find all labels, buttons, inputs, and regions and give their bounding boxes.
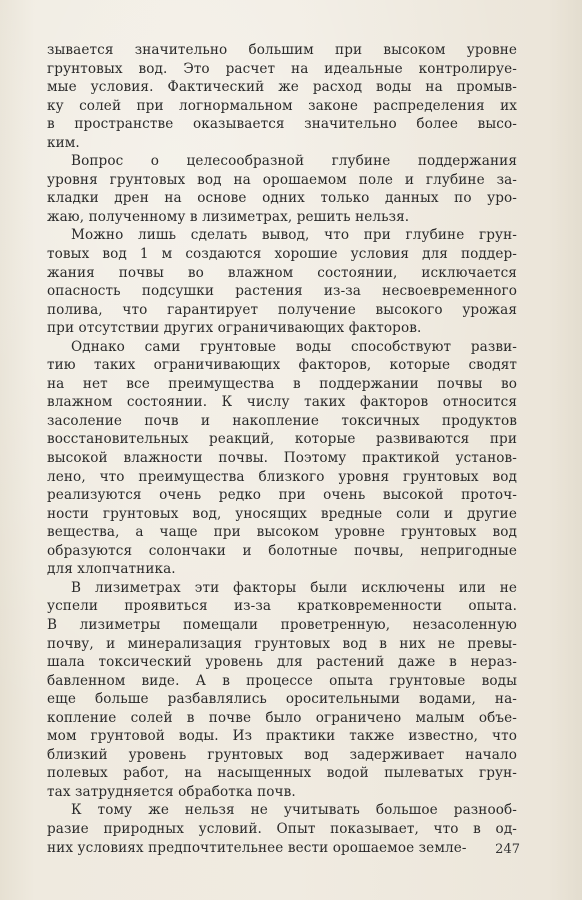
paragraph xyxy=(47,801,517,857)
text-line: жания почвы во влажном состоянии, исключается xyxy=(47,264,517,281)
text-line: вещества, а чаще при высоком уровне грунтовых вод xyxy=(47,524,517,541)
text-line: мые условия. Фактический же расход воды на промыв- xyxy=(47,79,517,96)
text-line: в пространстве оказывается значительно более высо- xyxy=(47,116,517,133)
text-line: успели проявиться из-за кратковременности опыта. xyxy=(47,598,517,615)
text-line: почву, и минерализация грунтовых вод в них не превы- xyxy=(47,635,517,652)
paragraph xyxy=(47,338,517,579)
text-line: В лизиметрах эти факторы были исключены или не xyxy=(71,579,517,596)
text-line: кладки дрен на основе одних только данных по уро- xyxy=(47,190,517,207)
text-line: опасность подсушки растения из-за несвоевременного xyxy=(47,283,517,300)
text-line: бавленном виде. А в процессе опыта грунтовые воды xyxy=(47,672,517,689)
paragraph xyxy=(47,579,517,802)
text-line: образуются солончаки и болотные почвы, непригодные xyxy=(47,542,517,559)
paragraph xyxy=(47,41,517,152)
paragraph xyxy=(47,226,517,337)
text-line: влажном состоянии. К числу таких факторов относится xyxy=(47,394,517,411)
text-line: близкий уровень грунтовых вод задерживает начало xyxy=(47,746,517,763)
text-line: Однако сами грунтовые воды способствуют разви- xyxy=(71,338,517,355)
text-line: ким. xyxy=(47,134,80,151)
text-line: К тому же нельзя не учитывать большое разнооб- xyxy=(71,802,517,819)
text-line: засоление почв и накопление токсичных продуктов xyxy=(47,412,517,429)
paragraph xyxy=(47,152,517,226)
text-line: мом грунтовой воды. Из практики также известно, что xyxy=(47,728,517,745)
text-line: тию таких ограничивающих факторов, которые сводят xyxy=(47,357,517,374)
text-line: зывается значительно большим при высоком уровне xyxy=(47,42,517,58)
text-line: грунтовых вод. Это расчет на идеальные контролируе- xyxy=(47,60,517,77)
page-number: 247 xyxy=(495,842,520,857)
body-text xyxy=(47,41,517,857)
text-line: копление солей в почве было ограничено малым объе- xyxy=(47,709,517,726)
text-line: тах затрудняется обработка почв. xyxy=(47,783,296,800)
text-line: при отсутствии других ограничивающих факторов. xyxy=(47,320,422,337)
text-line: жаю, полученному в лизиметрах, решить нельзя. xyxy=(47,208,410,225)
text-line: них условиях предпочтительнее вести орошаемое земле- xyxy=(47,839,467,856)
text-line: ку солей при логнормальном законе распределения их xyxy=(47,97,517,114)
text-line: реализуются очень редко при очень высокой проточ- xyxy=(47,487,517,504)
text-line: полива, что гарантирует получение высокого урожая xyxy=(47,301,517,318)
text-line: для хлопчатника. xyxy=(47,561,176,578)
text-line: В лизиметры помещали проветренную, незасоленную xyxy=(47,616,517,633)
text-line: товых вод 1 м создаются хорошие условия для поддер- xyxy=(47,246,517,263)
text-line: полевых работ, на насыщенных водой пылеватых грун- xyxy=(47,765,517,782)
text-line: еще больше разбавлялись оросительными водами, на- xyxy=(47,691,517,708)
text-line: на нет все преимущества в поддержании почвы во xyxy=(47,375,517,392)
text-line: шала токсический уровень для растений даже в нераз- xyxy=(47,654,517,671)
text-line: ности грунтовых вод, уносящих вредные соли и другие xyxy=(47,505,517,522)
text-line: Вопрос о целесообразной глубине поддержания xyxy=(71,153,517,170)
text-line: лено, что преимущества близкого уровня грунтовых вод xyxy=(47,468,517,485)
text-line: разие природных условий. Опыт показывает, что в од- xyxy=(47,820,517,837)
text-line: Можно лишь сделать вывод, что при глубине грун- xyxy=(71,227,517,244)
text-line: уровня грунтовых вод на орошаемом поле и глубине за- xyxy=(47,171,517,188)
text-line: восстановительных реакций, которые развиваются при xyxy=(47,431,517,448)
text-line: высокой влажности почвы. Поэтому практикой установ- xyxy=(47,450,517,467)
